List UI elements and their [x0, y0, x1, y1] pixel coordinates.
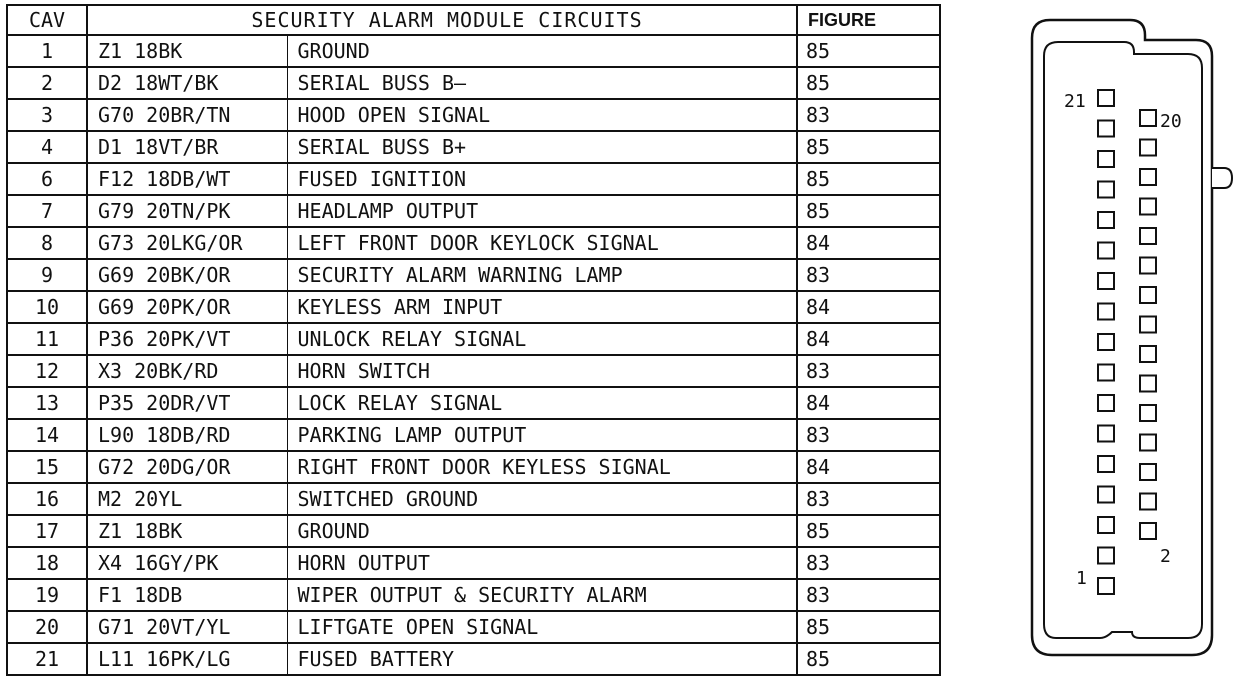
wire-code-cell: P36 20PK/VT [87, 323, 287, 355]
connector-pin [1098, 426, 1114, 442]
wire-code-cell: P35 20DR/VT [87, 387, 287, 419]
figure-cell: 84 [797, 291, 940, 323]
connector-pin [1098, 121, 1114, 137]
connector-pin [1098, 548, 1114, 564]
table-row [7, 323, 940, 355]
table-row [7, 227, 940, 259]
function-cell: PARKING LAMP OUTPUT [287, 419, 797, 451]
function-cell: HORN SWITCH [287, 355, 797, 387]
cav-cell: 19 [7, 579, 87, 611]
cav-cell: 8 [7, 227, 87, 259]
function-cell: LOCK RELAY SIGNAL [287, 387, 797, 419]
function-cell: SERIAL BUSS B+ [287, 131, 797, 163]
table-row [7, 611, 940, 643]
wire-code-cell: G69 20PK/OR [87, 291, 287, 323]
wire-code-cell: X4 16GY/PK [87, 547, 287, 579]
table-row [7, 451, 940, 483]
pin-label-21: 21 [1064, 91, 1086, 112]
cav-cell: 12 [7, 355, 87, 387]
connector-pin [1098, 487, 1114, 503]
function-cell: UNLOCK RELAY SIGNAL [287, 323, 797, 355]
connector-pin [1140, 376, 1156, 392]
cav-cell: 10 [7, 291, 87, 323]
table-row [7, 419, 940, 451]
connector-pin [1098, 517, 1114, 533]
wire-code-cell: Z1 18BK [87, 515, 287, 547]
wire-code-cell: F12 18DB/WT [87, 163, 287, 195]
wire-code-cell: G71 20VT/YL [87, 611, 287, 643]
function-cell: SWITCHED GROUND [287, 483, 797, 515]
figure-cell: 84 [797, 451, 940, 483]
connector-pin [1098, 365, 1114, 381]
function-cell: LIFTGATE OPEN SIGNAL [287, 611, 797, 643]
figure-cell: 83 [797, 259, 940, 291]
table-row [7, 387, 940, 419]
connector-pin [1098, 212, 1114, 228]
table-row [7, 163, 940, 195]
cav-cell: 20 [7, 611, 87, 643]
cav-cell: 9 [7, 259, 87, 291]
connector-pin [1140, 110, 1156, 126]
wire-code-cell: D2 18WT/BK [87, 67, 287, 99]
wire-code-cell: L90 18DB/RD [87, 419, 287, 451]
table-row [7, 579, 940, 611]
wire-code-cell: G73 20LKG/OR [87, 227, 287, 259]
connector-pin [1098, 243, 1114, 259]
cav-cell: 7 [7, 195, 87, 227]
pin-label-2: 2 [1160, 546, 1171, 567]
cav-cell: 3 [7, 99, 87, 131]
connector-pin [1140, 199, 1156, 215]
cav-cell: 14 [7, 419, 87, 451]
cav-cell: 21 [7, 643, 87, 675]
function-cell: LEFT FRONT DOOR KEYLOCK SIGNAL [287, 227, 797, 259]
connector-pin [1140, 523, 1156, 539]
connector-pin [1140, 140, 1156, 156]
cav-cell: 2 [7, 67, 87, 99]
figure-cell: 85 [797, 131, 940, 163]
connector-pin [1098, 456, 1114, 472]
wire-code-cell: G70 20BR/TN [87, 99, 287, 131]
table-row [7, 35, 940, 67]
function-cell: SECURITY ALARM WARNING LAMP [287, 259, 797, 291]
figure-cell: 83 [797, 547, 940, 579]
table-row [7, 355, 940, 387]
wire-code-cell: G79 20TN/PK [87, 195, 287, 227]
wire-code-cell: F1 18DB [87, 579, 287, 611]
pin-label-1: 1 [1076, 568, 1087, 589]
function-cell: HOOD OPEN SIGNAL [287, 99, 797, 131]
connector-pin [1140, 169, 1156, 185]
table-row [7, 547, 940, 579]
connector-latch-tab [1212, 168, 1232, 188]
figure-cell: 85 [797, 163, 940, 195]
wire-code-cell: D1 18VT/BR [87, 131, 287, 163]
connector-pin [1140, 228, 1156, 244]
cav-cell: 4 [7, 131, 87, 163]
figure-cell: 83 [797, 483, 940, 515]
function-cell: SERIAL BUSS B— [287, 67, 797, 99]
connector-pin [1140, 405, 1156, 421]
table-row [7, 515, 940, 547]
table-row [7, 483, 940, 515]
wire-code-cell: M2 20YL [87, 483, 287, 515]
connector-pin [1140, 346, 1156, 362]
connector-pin [1098, 334, 1114, 350]
table-header-row [7, 5, 940, 35]
connector-diagram [1020, 10, 1240, 660]
table-row [7, 195, 940, 227]
cav-cell: 13 [7, 387, 87, 419]
figure-header: FIGURE [797, 5, 940, 35]
connector-pin [1098, 151, 1114, 167]
connector-pin [1140, 317, 1156, 333]
figure-cell: 85 [797, 515, 940, 547]
connector-pin [1098, 273, 1114, 289]
cav-cell: 1 [7, 35, 87, 67]
figure-cell: 84 [797, 227, 940, 259]
function-cell: KEYLESS ARM INPUT [287, 291, 797, 323]
figure-cell: 85 [797, 611, 940, 643]
function-cell: WIPER OUTPUT & SECURITY ALARM [287, 579, 797, 611]
figure-cell: 85 [797, 643, 940, 675]
cav-header: CAV [7, 5, 87, 35]
function-cell: HEADLAMP OUTPUT [287, 195, 797, 227]
cav-cell: 17 [7, 515, 87, 547]
function-cell: GROUND [287, 35, 797, 67]
connector-pin [1098, 395, 1114, 411]
function-cell: GROUND [287, 515, 797, 547]
wire-code-cell: G72 20DG/OR [87, 451, 287, 483]
figure-cell: 83 [797, 579, 940, 611]
function-cell: FUSED IGNITION [287, 163, 797, 195]
table-row [7, 643, 940, 675]
table-row [7, 291, 940, 323]
wire-code-cell: X3 20BK/RD [87, 355, 287, 387]
table-row [7, 131, 940, 163]
cav-cell: 6 [7, 163, 87, 195]
circuit-table [6, 4, 941, 676]
function-cell: FUSED BATTERY [287, 643, 797, 675]
connector-pin [1140, 258, 1156, 274]
figure-cell: 83 [797, 419, 940, 451]
figure-cell: 83 [797, 99, 940, 131]
connector-pin [1140, 435, 1156, 451]
table-title: SECURITY ALARM MODULE CIRCUITS [87, 5, 797, 35]
connector-outline [1032, 20, 1212, 655]
connector-pin [1098, 90, 1114, 106]
cav-cell: 18 [7, 547, 87, 579]
connector-pin [1140, 464, 1156, 480]
connector-pin [1098, 182, 1114, 198]
figure-cell: 84 [797, 387, 940, 419]
table-row [7, 67, 940, 99]
connector-pin [1140, 287, 1156, 303]
table-row [7, 99, 940, 131]
figure-cell: 85 [797, 195, 940, 227]
cav-cell: 16 [7, 483, 87, 515]
cav-cell: 15 [7, 451, 87, 483]
connector-pin [1098, 578, 1114, 594]
figure-cell: 83 [797, 355, 940, 387]
pin-label-20: 20 [1160, 111, 1182, 132]
connector-pin [1098, 304, 1114, 320]
wire-code-cell: G69 20BK/OR [87, 259, 287, 291]
cav-cell: 11 [7, 323, 87, 355]
figure-cell: 85 [797, 35, 940, 67]
wire-code-cell: Z1 18BK [87, 35, 287, 67]
wire-code-cell: L11 16PK/LG [87, 643, 287, 675]
function-cell: HORN OUTPUT [287, 547, 797, 579]
connector-pin [1140, 494, 1156, 510]
function-cell: RIGHT FRONT DOOR KEYLESS SIGNAL [287, 451, 797, 483]
figure-cell: 85 [797, 67, 940, 99]
table-row [7, 259, 940, 291]
figure-cell: 84 [797, 323, 940, 355]
